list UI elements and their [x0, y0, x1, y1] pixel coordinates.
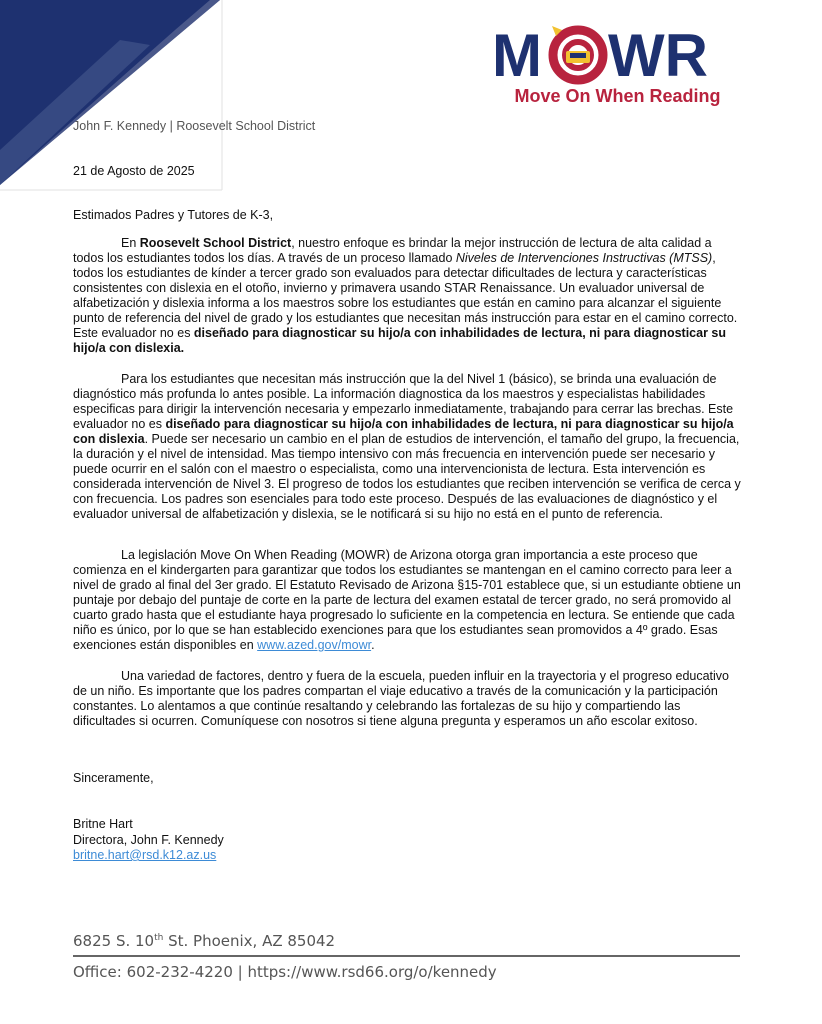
azed-mowr-link[interactable]: www.azed.gov/mowr	[257, 638, 372, 652]
footer-divider	[73, 955, 740, 957]
paragraph-4: Una variedad de factores, dentro y fuera de la escuela, pueden influir en la trayectoria y el progreso educativo de un niño. Es importante que los padres compartan el viaje educativo a través de la comunicación y la participación constantes. Lo alentamos a que continúe resaltando y celebrando las fortalezas de su hijo y compartiendo las dificultades si ocurren. Comuníquese con nosotros si tiene alguna pregunta y esperamos un año escolar exitoso.	[73, 669, 730, 728]
mtss-term: Niveles de Intervenciones Instructivas (MTSS)	[455, 251, 713, 265]
mowr-logo	[490, 22, 745, 112]
school-district-line: John F. Kennedy | Roosevelt School District	[73, 119, 316, 133]
footer-address: 6825 S. 10th St. Phoenix, AZ 85042	[73, 932, 336, 950]
svg-text:M: M	[492, 22, 542, 86]
district-name: Roosevelt School District	[139, 236, 292, 250]
logo-tagline: Move On When Reading	[514, 86, 721, 106]
disclaimer-bold: diseñado para diagnosticar su hijo/a con inhabilidades de lectura, ni para diagnosticar su hijo/a con dislexia.	[73, 326, 726, 355]
letter-date: 21 de Agosto de 2025	[73, 164, 195, 178]
paragraph-3: La legislación Move On When Reading (MOWR) de Arizona otorga gran importancia a este proceso que comienza en el kindergarten para garantizar que todos los estudiantes se mantengan en el camino correcto para leer a nivel de grado al final del 3er grado. El Estatuto Revisado de Arizona §15-701 establece que, si un estudiante obtiene un puntaje por debajo del puntaje de corte en la parte de lectura del examen estatal de tercer grado, no será promovido al cuarto grado hasta que el estudiante haya progresado lo suficiente en la competencia en lectura. Se entiende que cada niño es único, por lo que se han establecido exenciones para que los estudiantes sean promovidos a 4º grado. Esas exenciones están disponibles en www.azed.gov/mowr.	[73, 548, 741, 652]
paragraph-2: Para los estudiantes que necesitan más instrucción que la del Nivel 1 (básico), se brinda una evaluación de diagnóstico más profunda lo antes posible. La información diagnostica da los maestros y especialistas habilidades especificas para dirigir la intervención necesaria y empezarlo inmediatamente, trabajando para cerrar las brechas. Este evaluador no es diseñado para diagnosticar su hijo/a con inhabilidades de lectura, ni para diagnosticar su hijo/a con dislexia. Puede ser necesario un cambio en el plan de estudios de intervención, el tamaño del grupo, la frecuencia, la duración y el nivel de intensidad. Mas tiempo intensivo con más frecuencia en intervención puede ser necesario y puede ocurrir en el salón con el maestro o especialista, como una intervencionista de lectura. Esta intervención es considerada intervención de Nivel 3. El progreso de todos los estudiantes que reciben intervención se verifica de cerca y con frecuencia. Los padres son esenciales para todo este proceso. Después de las evaluaciones de diagnóstico y el evaluador universal de alfabetización y dislexia, se le notificará si su hijo no está en el punto de referencia.	[73, 372, 741, 521]
paragraph-1: En Roosevelt School District, nuestro enfoque es brindar la mejor instrucción de lectura de alta calidad a todos los estudiantes todos los días. A través de un proceso llamado Niveles de Intervenciones Instructivas (MTSS), todos los estudiantes de kínder a tercer grado son evaluados para detectar dificultades de lectura y características consistentes con dislexia en el otoño, invierno y primavera usando STAR Renaissance. Un evaluador universal de alfabetización y dislexia informa a los maestros sobre los estudiantes que están en camino para alcanzar el siguiente punto de referencia del nivel de grado y los estudiantes que necesitan más instrucción para estar en el camino correcto. Este evaluador no es diseñado para diagnosticar su hijo/a con inhabilidades de lectura, ni para diagnosticar su hijo/a con dislexia.	[73, 236, 738, 355]
closing: Sinceramente,	[73, 771, 154, 785]
signer-email-link[interactable]: britne.hart@rsd.k12.az.us	[73, 848, 217, 862]
disclaimer-bold-2: diseñado para diagnosticar su hijo/a con inhabilidades de lectura, ni para diagnosticar su hijo/a con dislexia	[73, 417, 734, 446]
svg-text:WR: WR	[608, 22, 708, 86]
signer-name: Britne Hart	[73, 817, 133, 831]
signer-title: Directora, John F. Kennedy	[73, 832, 224, 847]
footer-contact: Office: 602-232-4220 | https://www.rsd66.org/o/kennedy	[73, 963, 497, 981]
greeting: Estimados Padres y Tutores de K-3,	[73, 208, 274, 222]
signature-block	[73, 817, 224, 864]
